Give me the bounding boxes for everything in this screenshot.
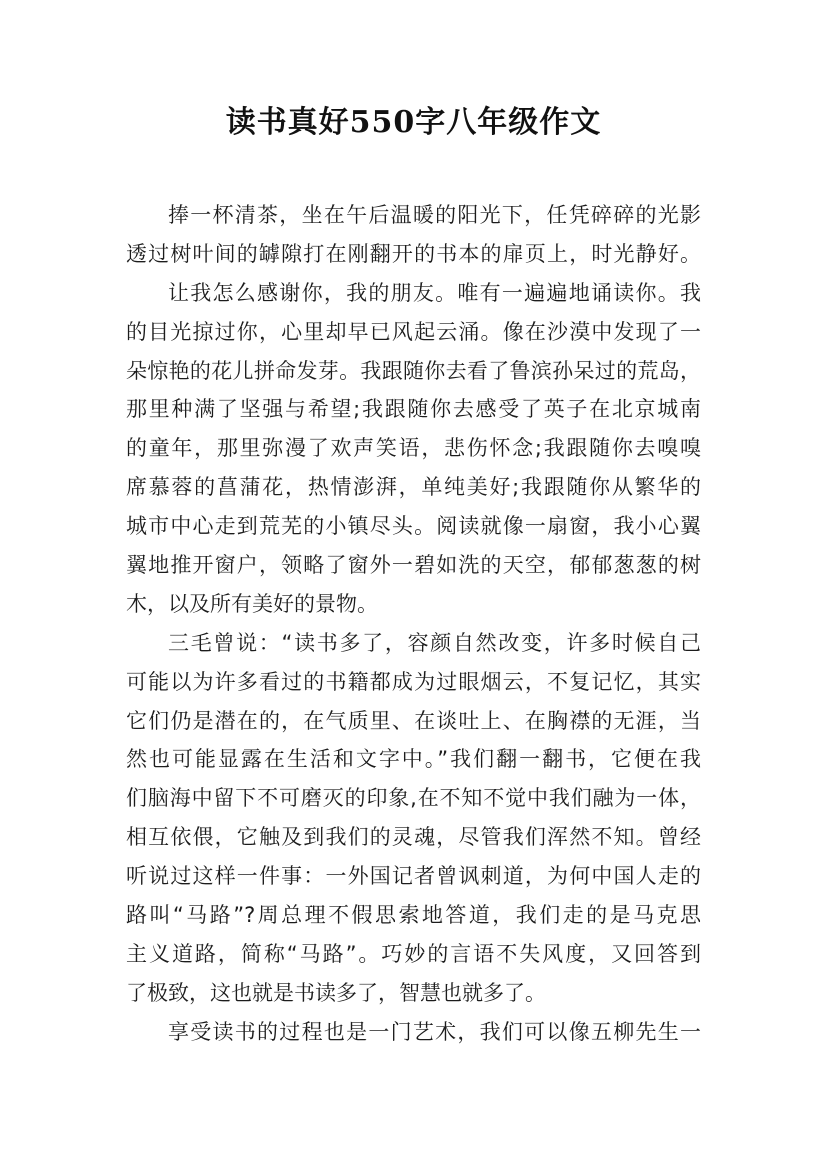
page-title: 读书真好550字八年级作文 [225, 105, 602, 140]
text-line: 听说过这样一件事：一外国记者曾讽刺道，为何中国人走的 [126, 864, 701, 889]
text-line: 然也可能显露在生活和文字中。”我们翻一翻书，它便在我 [126, 747, 701, 772]
text-line: 享受读书的过程也是一门艺术，我们可以像五柳先生一 [168, 1019, 701, 1044]
text-line: 朵惊艳的花儿拼命发芽。我跟随你去看了鲁滨孙呆过的荒岛， [126, 358, 701, 383]
text-line: 让我怎么感谢你，我的朋友。唯有一遍遍地诵读你。我 [168, 280, 701, 305]
text-line: 捧一杯清茶，坐在午后温暖的阳光下，任凭碎碎的光影 [168, 203, 701, 227]
text-line: 木，以及所有美好的景物。 [126, 591, 378, 616]
article-body [126, 196, 701, 1052]
text-line: 的童年，那里弥漫了欢声笑语，悲伤怀念;我跟随你去嗅嗅 [126, 436, 701, 461]
text-line: 它们仍是潜在的，在气质里、在谈吐上、在胸襟的无涯，当 [126, 708, 701, 733]
text-line: 翼地推开窗户，领略了窗外一碧如洗的天空，郁郁葱葱的树 [126, 553, 701, 578]
text-line: 三毛曾说：“读书多了，容颜自然改变，许多时候自己 [168, 630, 701, 655]
text-line: 们脑海中留下不可磨灭的印象,在不知不觉中我们融为一体， [126, 786, 701, 811]
text-line: 路叫“马路”?周总理不假思索地答道，我们走的是马克思 [126, 903, 701, 928]
text-line: 席慕蓉的菖蒲花，热情澎湃，单纯美好;我跟随你从繁华的 [126, 475, 701, 500]
text-line: 城市中心走到荒芜的小镇尽头。阅读就像一扇窗，我小心翼 [126, 514, 701, 539]
text-line: 透过树叶间的罅隙打在刚翻开的书本的扉页上，时光静好。 [126, 241, 701, 266]
text-line: 可能以为许多看过的书籍都成为过眼烟云，不复记忆，其实 [126, 669, 701, 694]
text-line: 相互依偎，它触及到我们的灵魂，尽管我们浑然不知。曾经 [126, 825, 701, 850]
text-line: 了极致，这也就是书读多了，智慧也就多了。 [126, 980, 546, 1005]
text-line: 的目光掠过你，心里却早已风起云涌。像在沙漠中发现了一 [126, 319, 701, 344]
text-line: 那里种满了坚强与希望;我跟随你去感受了英子在北京城南 [126, 397, 701, 422]
text-line: 主义道路，简称“马路”。巧妙的言语不失风度，又回答到 [126, 941, 701, 966]
